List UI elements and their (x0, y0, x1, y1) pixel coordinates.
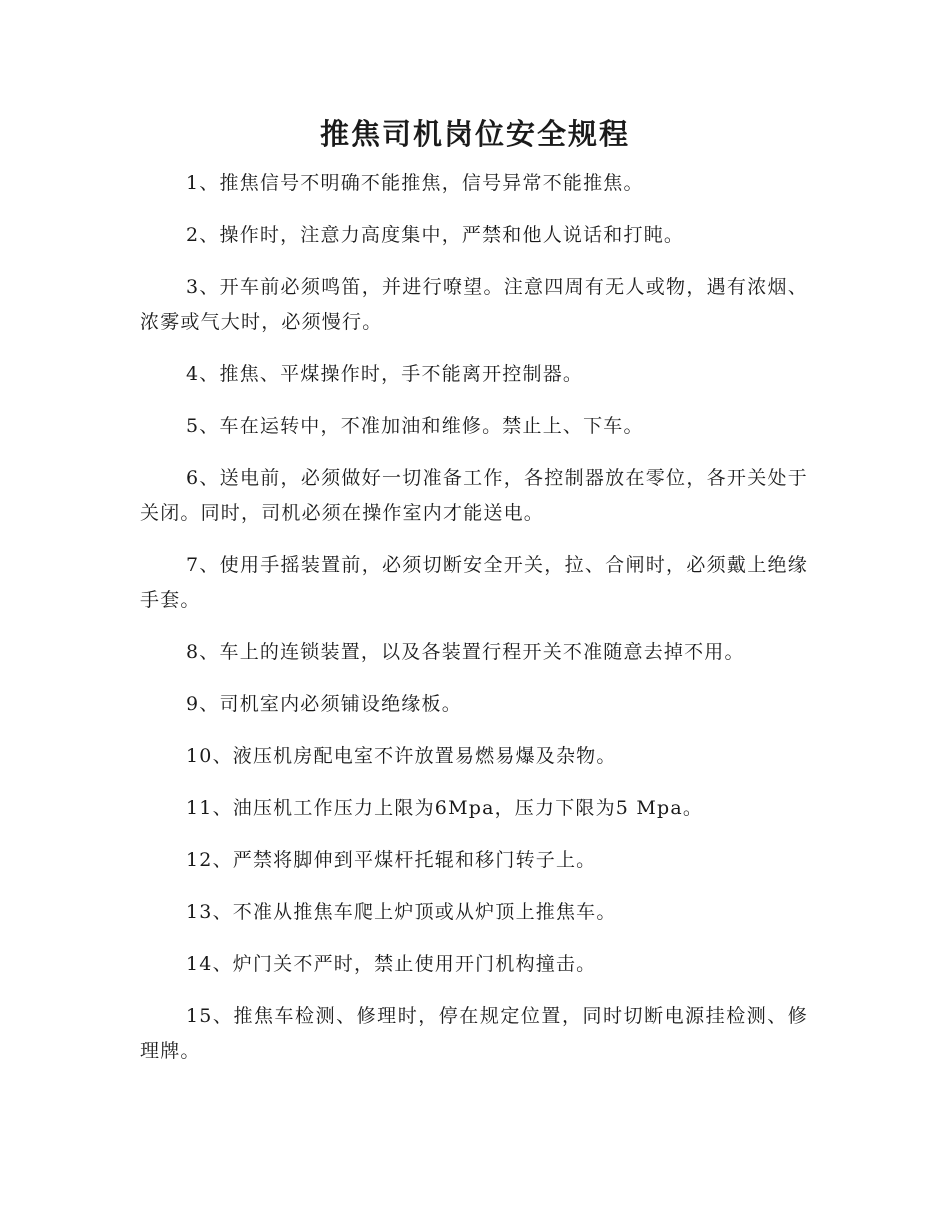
rules-list (140, 166, 808, 1086)
rule-item: 15、推焦车检测、修理时，停在规定位置，同时切断电源挂检测、修理牌。 (140, 1005, 808, 1062)
rule-item: 7、使用手摇装置前，必须切断安全开关，拉、合闸时，必须戴上绝缘手套。 (140, 554, 808, 611)
rule-item: 12、严禁将脚伸到平煤杆托辊和移门转子上。 (186, 849, 597, 871)
rule-item: 5、车在运转中，不准加油和维修。禁止上、下车。 (186, 415, 644, 437)
rule-item: 11、油压机工作压力上限为6Mpa，压力下限为5 Mpa。 (186, 797, 704, 819)
rule-item: 8、车上的连锁装置，以及各装置行程开关不准随意去掉不用。 (186, 641, 745, 663)
rule-item: 1、推焦信号不明确不能推焦，信号异常不能推焦。 (186, 172, 644, 194)
rule-item: 14、炉门关不严时，禁止使用开门机构撞击。 (186, 953, 597, 975)
rule-item: 6、送电前，必须做好一切准备工作，各控制器放在零位，各开关处于关闭。同时，司机必须在操作室内才能送电。 (140, 467, 808, 524)
rule-item: 13、不准从推焦车爬上炉顶或从炉顶上推焦车。 (186, 901, 617, 923)
rule-item: 3、开车前必须鸣笛，并进行嘹望。注意四周有无人或物，遇有浓烟、浓雾或气大时，必须慢行。 (140, 276, 808, 333)
rule-item: 2、操作时，注意力高度集中，严禁和他人说话和打盹。 (186, 224, 685, 246)
rule-item: 9、司机室内必须铺设绝缘板。 (186, 693, 462, 715)
document-title: 推焦司机岗位安全规程 (319, 117, 630, 151)
rule-item: 10、液压机房配电室不许放置易燃易爆及杂物。 (186, 745, 617, 767)
rule-item: 4、推焦、平煤操作时，手不能离开控制器。 (186, 363, 584, 385)
